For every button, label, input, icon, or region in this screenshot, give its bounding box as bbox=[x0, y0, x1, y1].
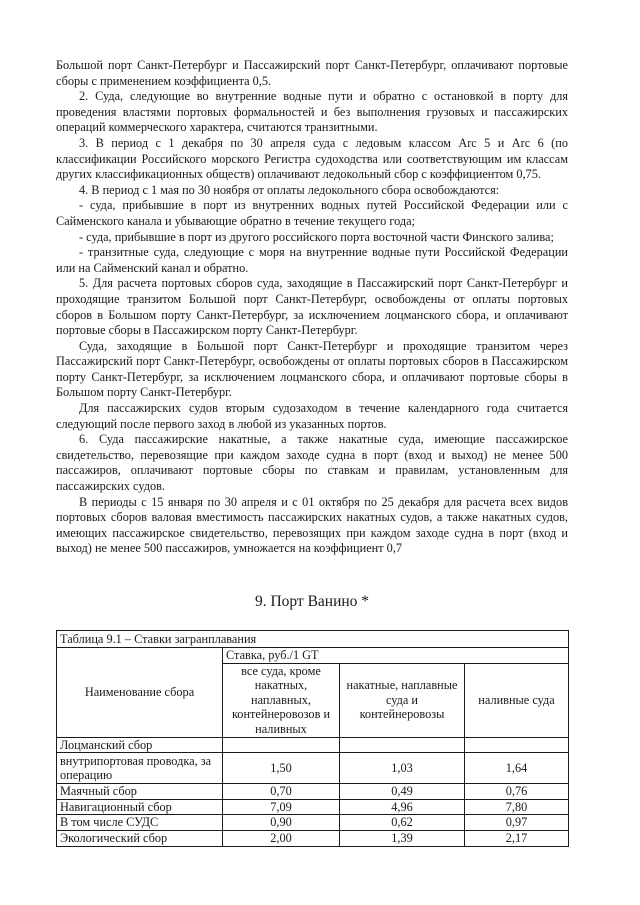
paragraph-9: Суда, заходящие в Большой порт Санкт-Петербург и проходящие транзитом через Пассажирский порт Санкт-Петербург, освобождены от оплаты портовых сборов в Пассажирском порту Санкт-Петербург, за исключением лоцманского сбора, и оплачивают портовые сборы в Большом порту Санкт-Петербург. bbox=[56, 338, 568, 400]
table-row bbox=[57, 753, 569, 784]
column-header-roro-containers: накатные, наплавные суда и контейнеровозы bbox=[340, 663, 465, 737]
paragraph-4: 4. В период с 1 мая по 30 ноября от оплаты ледокольного сбора освобождаются: bbox=[79, 182, 500, 197]
rate-cell: 0,90 bbox=[223, 815, 340, 831]
rate-cell: 1,39 bbox=[340, 830, 465, 846]
table-caption: Таблица 9.1 – Ставки загранплавания bbox=[57, 631, 569, 648]
table-row bbox=[57, 815, 569, 831]
paragraph-5: - суда, прибывшие в порт из внутренних водных путей Российской Федерации или с Сайменского канала и убывающие обратно в течение текущего года; bbox=[56, 198, 568, 228]
rate-cell: 0,70 bbox=[223, 784, 340, 800]
rate-cell: 1,50 bbox=[223, 753, 340, 784]
fee-name-header: Наименование сбора bbox=[57, 648, 223, 738]
table-row bbox=[57, 799, 569, 815]
rate-cell: 2,17 bbox=[465, 830, 569, 846]
rate-cell bbox=[223, 737, 340, 753]
fee-name-cell: Навигационный сбор bbox=[57, 799, 223, 815]
rate-cell: 1,64 bbox=[465, 753, 569, 784]
rate-cell bbox=[465, 737, 569, 753]
table-header-row bbox=[57, 648, 569, 664]
rate-cell bbox=[340, 737, 465, 753]
rate-cell: 0,76 bbox=[465, 784, 569, 800]
rate-cell: 2,00 bbox=[223, 830, 340, 846]
rate-cell: 0,49 bbox=[340, 784, 465, 800]
rate-cell: 7,09 bbox=[223, 799, 340, 815]
table-row bbox=[57, 830, 569, 846]
rate-cell: 1,03 bbox=[340, 753, 465, 784]
fee-name-cell: Маячный сбор bbox=[57, 784, 223, 800]
fee-name-cell: внутрипортовая проводка, за операцию bbox=[57, 753, 223, 784]
fee-name-cell: Экологический сбор bbox=[57, 830, 223, 846]
paragraph-12: В периоды с 15 января по 30 апреля и с 01 октября по 25 декабря для расчета всех видов портовых сборов валовая вместимость пассажирских накатных судов, а также накатных судов, имеющих пассажирское свидетельство, перевозящих при каждом заходе судна в порт (вход и выход) не менее 500 пассажиров, умножается на коэффициент 0,7 bbox=[56, 494, 568, 556]
rate-cell: 0,62 bbox=[340, 815, 465, 831]
paragraph-1: Большой порт Санкт-Петербург и Пассажирский порт Санкт-Петербург, оплачивают портовые сборы с применением коэффициента 0,5. bbox=[56, 58, 568, 88]
table-row bbox=[57, 737, 569, 753]
rate-cell: 0,97 bbox=[465, 815, 569, 831]
paragraph-7: - транзитные суда, следующие с моря на внутренние водные пути Российской Федерации или на Сайменский канал и обратно. bbox=[56, 245, 568, 275]
table-caption-row bbox=[57, 631, 569, 648]
fee-name-cell: Лоцманский сбор bbox=[57, 737, 223, 753]
paragraph-6: - суда, прибывшие в порт из другого российского порта восточной части Финского залива; bbox=[79, 229, 554, 244]
column-header-all-vessels: все суда, кроме накатных, наплавных, контейнеровозов и наливных bbox=[223, 663, 340, 737]
rate-cell: 4,96 bbox=[340, 799, 465, 815]
column-header-tankers: наливные суда bbox=[465, 663, 569, 737]
paragraph-11: 6. Суда пассажирские накатные, а также накатные суда, имеющие пассажирское свидетельство, перевозящие при каждом заходе судна в порт (вход и выход) не менее 500 пассажиров, оплачивают портовые сборы по ставкам и правилам, установленным для пассажирских судов. bbox=[56, 432, 568, 494]
rates-table bbox=[56, 630, 569, 847]
fee-name-cell: В том числе СУДС bbox=[57, 815, 223, 831]
section-heading: 9. Порт Ванино * bbox=[254, 593, 370, 610]
table-row bbox=[57, 784, 569, 800]
paragraph-8: 5. Для расчета портовых сборов суда, заходящие в Пассажирский порт Санкт-Петербург и проходящие транзитом Большой порт Санкт-Петербург, освобождены от оплаты портовых сборов в Большом порту Санкт-Петербург, за исключением лоцманского сбора, и оплачивают портовые сборы в Пассажирском порту Санкт-Петербург. bbox=[56, 276, 568, 338]
paragraph-10: Для пассажирских судов вторым судозаходом в течение календарного года считается следующий после первого заход в любой из указанных портов. bbox=[56, 401, 568, 431]
body-text bbox=[56, 58, 568, 557]
rate-header: Ставка, руб./1 GT bbox=[223, 648, 569, 664]
paragraph-3: 3. В период с 1 декабря по 30 апреля суда с ледовым классом Arc 5 и Arc 6 (по классификации Российского морского Регистра судоходства или соответствующим им классам других классификационных обществ) оплачивают ледокольный сбор с коэффициентом 0,75. bbox=[56, 135, 568, 182]
rate-cell: 7,80 bbox=[465, 799, 569, 815]
paragraph-2: 2. Суда, следующие во внутренние водные пути и обратно с остановкой в порту для проведения властями портовых формальностей и без выполнения грузовых и пассажирских операций коммерческого характера, считаются транзитными. bbox=[56, 89, 568, 135]
